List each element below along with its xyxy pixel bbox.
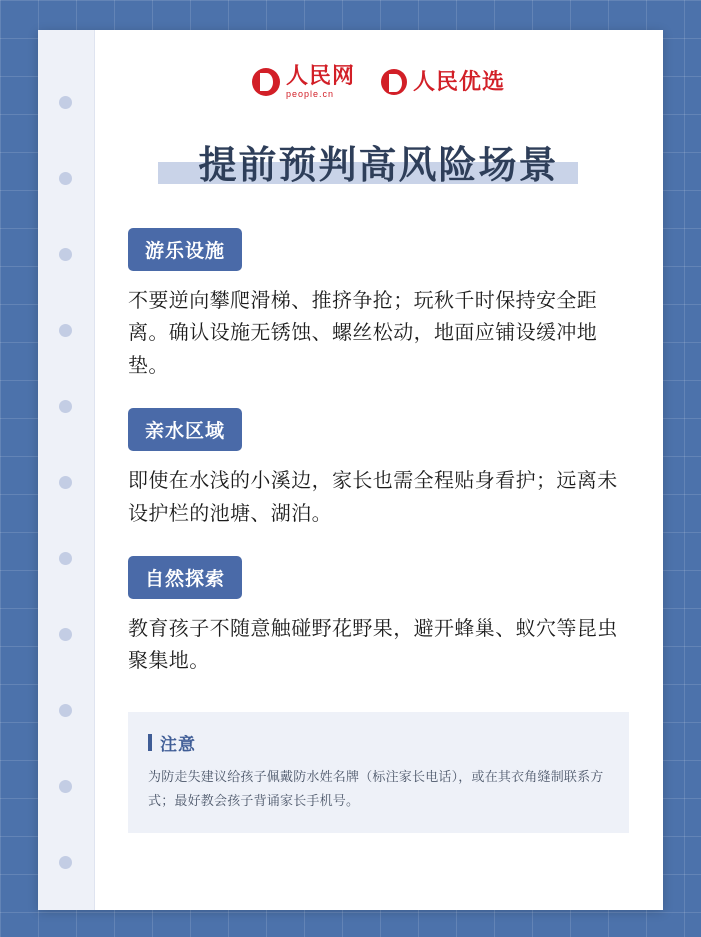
- hole: [59, 552, 72, 565]
- section-text: 即使在水浅的小溪边，家长也需全程贴身看护；远离未设护栏的池塘、湖泊。: [128, 470, 618, 525]
- hole: [59, 628, 72, 641]
- hole: [59, 248, 72, 261]
- page-title: 提前预判高风险场景: [198, 145, 559, 187]
- hole: [59, 172, 72, 185]
- notebook-holes: [59, 96, 73, 932]
- poster-content: [94, 30, 663, 910]
- section-text: 教育孩子不随意触碰野花野果，避开蜂巢、蚁穴等昆虫聚集地。: [128, 617, 618, 673]
- renmin-youxuan-mark-icon: [381, 69, 407, 95]
- section-text: 不要逆向攀爬滑梯、推挤争抢；玩秋千时保持安全距离。确认设施无锈蚀、螺丝松动，地面应铺设缓冲地垫。: [128, 290, 598, 377]
- note-bar-icon: [148, 734, 152, 751]
- hole: [59, 476, 72, 489]
- section-chip: 游乐设施: [128, 228, 242, 271]
- people-cn-mark-icon: [252, 68, 280, 96]
- hole: [59, 96, 72, 109]
- note-title-row: [148, 730, 609, 755]
- hole: [59, 324, 72, 337]
- page-title-wrap: [128, 136, 629, 202]
- note-title: 注意: [160, 734, 196, 754]
- logo-people-cn-label: 人民网: [285, 63, 355, 88]
- logo-renmin-youxuan: [381, 69, 505, 95]
- section-nature-exploration: [128, 556, 629, 678]
- section-chip: 自然探索: [128, 556, 242, 599]
- logo-people-cn: [252, 65, 355, 99]
- section-amusement-facilities: [128, 228, 629, 382]
- hole: [59, 780, 72, 793]
- logo-people-cn-sub: people.cn: [285, 89, 335, 99]
- logo-renmin-youxuan-label: 人民优选: [413, 69, 506, 94]
- hole: [59, 400, 72, 413]
- hole: [59, 704, 72, 717]
- note-body: 为防走失建议给孩子佩戴防水姓名牌（标注家长电话），或在其衣角缝制联系方式；最好教会孩子背诵家长手机号。: [148, 768, 604, 808]
- section-chip: 亲水区域: [128, 408, 242, 451]
- note-box: [128, 712, 629, 833]
- logo-row: [128, 30, 629, 110]
- section-waterfront-area: [128, 408, 629, 530]
- hole: [59, 856, 72, 869]
- poster-card: [38, 30, 663, 910]
